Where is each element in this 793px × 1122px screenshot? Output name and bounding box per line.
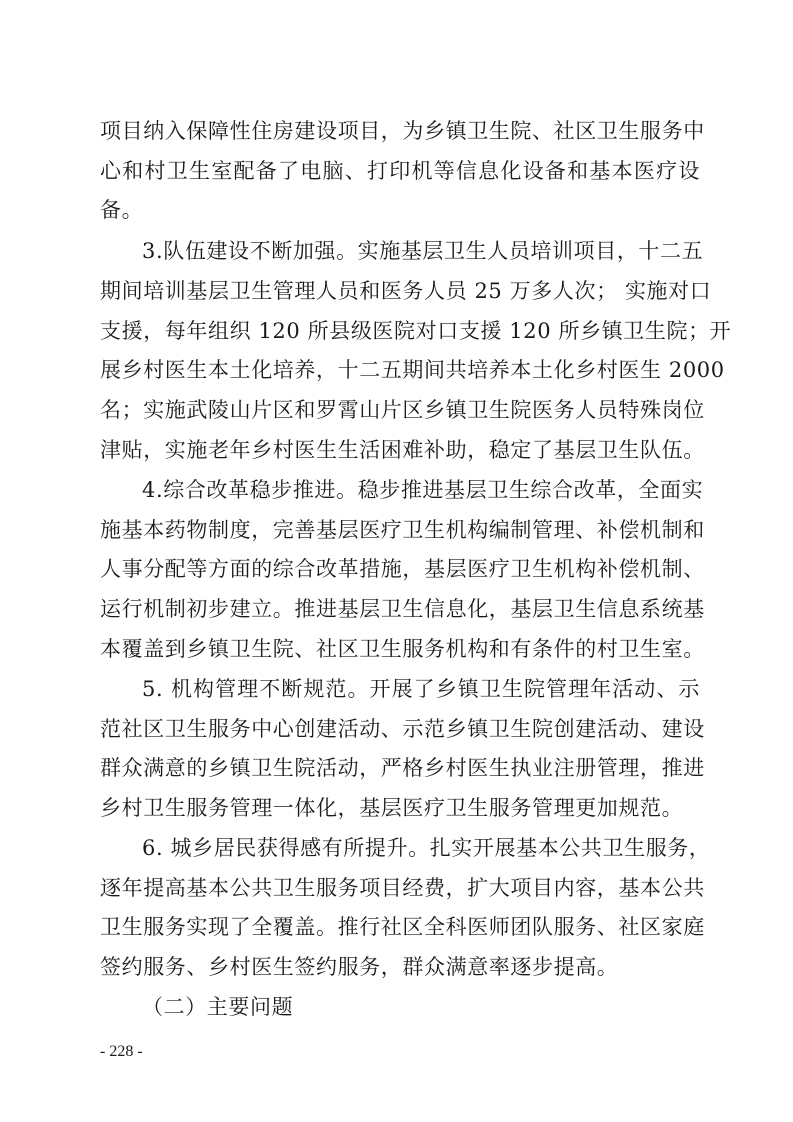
text-line: 乡村卫生服务管理一体化，基层医疗卫生服务管理更加规范。 [100, 796, 684, 820]
text-line: 3.队伍建设不断加强。实施基层卫生人员培训项目，十二五 [142, 239, 704, 263]
text-line: 本覆盖到乡镇卫生院、社区卫生服务机构和有条件的村卫生室。 [100, 637, 705, 661]
text-line: 运行机制初步建立。推进基层卫生信息化，基层卫生信息系统基 [100, 597, 705, 621]
text-line: 范社区卫生服务中心创建活动、示范乡镇卫生院创建活动、建设 [100, 717, 705, 741]
text-line: 期间培训基层卫生管理人员和医务人员 25 万多人次； 实施对口 [100, 279, 712, 303]
text-line: 5. 机构管理不断规范。开展了乡镇卫生院管理年活动、示 [142, 677, 700, 701]
text-line: 群众满意的乡镇卫生院活动，严格乡村医生执业注册管理，推进 [100, 756, 705, 780]
text-line: 名；实施武陵山片区和罗霄山片区乡镇卫生院医务人员特殊岗位 [100, 398, 705, 422]
section-heading: （二）主要问题 [142, 995, 294, 1019]
text-line: 支援，每年组织 120 所县级医院对口支援 120 所乡镇卫生院；开 [100, 319, 732, 343]
text-line: 4.综合改革稳步推进。稳步推进基层卫生综合改革，全面实 [142, 478, 704, 502]
text-line: 逐年提高基本公共卫生服务项目经费，扩大项目内容，基本公共 [100, 876, 705, 900]
text-line: 心和村卫生室配备了电脑、打印机等信息化设备和基本医疗设 [100, 159, 700, 183]
text-line: 项目纳入保障性住房建设项目，为乡镇卫生院、社区卫生服务中 [100, 119, 705, 143]
text-line: 人事分配等方面的综合改革措施，基层医疗卫生机构补偿机制、 [100, 557, 705, 581]
text-line: 津贴，实施老年乡村医生生活困难补助，稳定了基层卫生队伍。 [100, 438, 705, 462]
text-line: 展乡村医生本土化培养，十二五期间共培养本土化乡村医生 2000 [100, 358, 725, 382]
text-line: 卫生服务实现了全覆盖。推行社区全科医师团队服务、社区家庭 [100, 915, 705, 939]
text-line: 签约服务、乡村医生签约服务，群众满意率逐步提高。 [100, 955, 619, 979]
text-line: 6. 城乡居民获得感有所提升。扎实开展基本公共卫生服务， [142, 836, 711, 860]
text-line: 施基本药物制度，完善基层医疗卫生机构编制管理、补偿机制和 [100, 518, 705, 542]
page-number: - 228 - [100, 1043, 143, 1060]
text-line: 备。 [100, 198, 144, 222]
